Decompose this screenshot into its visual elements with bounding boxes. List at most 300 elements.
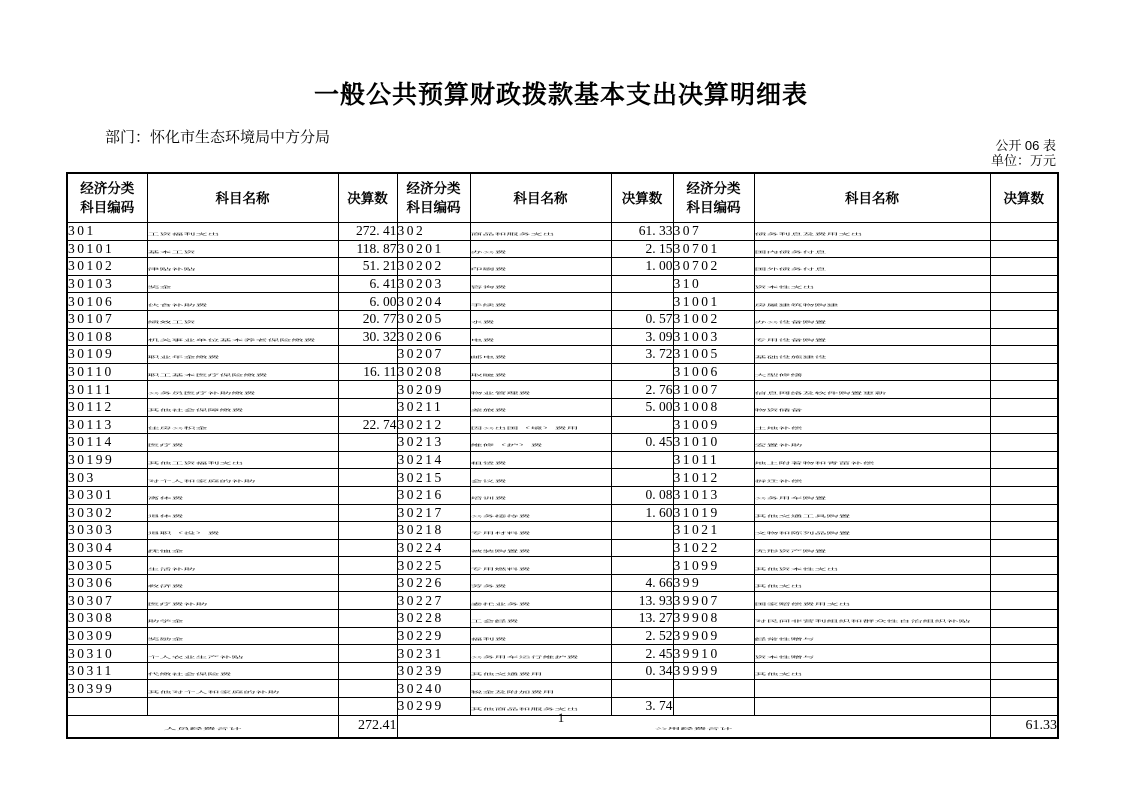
amount-cell (990, 574, 1058, 592)
amount-cell (990, 451, 1058, 469)
amount-cell (990, 258, 1058, 276)
subject-name-cell (754, 275, 990, 293)
code-cell: 30206 (397, 328, 470, 346)
subject-name-cell (470, 328, 611, 346)
total-value-personnel: 272.41 (338, 715, 397, 738)
code-cell: 31010 (673, 434, 754, 452)
amount-cell (611, 680, 673, 698)
subject-name-cell (754, 328, 990, 346)
code-cell: 30212 (397, 416, 470, 434)
amount-cell (990, 627, 1058, 645)
subject-name-cell (754, 557, 990, 575)
code-cell: 30399 (67, 680, 147, 698)
subject-name-cell (147, 293, 338, 311)
table-row (67, 469, 1058, 487)
code-cell: 30101 (67, 240, 147, 258)
subject-name-text: 大型修缮 (754, 373, 803, 377)
code-cell: 30227 (397, 592, 470, 610)
subject-name-cell (470, 416, 611, 434)
table-row (67, 328, 1058, 346)
subject-name-cell (147, 662, 338, 680)
subject-name-cell (754, 610, 990, 628)
amount-cell (338, 539, 397, 557)
subject-name-text: 个人农业生产补贴 (147, 655, 244, 659)
subject-name-cell (147, 275, 338, 293)
amount-cell: 3. 72 (611, 346, 673, 364)
code-cell: 31006 (673, 363, 754, 381)
subject-name-text: 基础设施建设 (754, 356, 827, 360)
amount-cell (338, 592, 397, 610)
table-row (67, 486, 1058, 504)
subject-name-text: 专用燃料费 (470, 567, 531, 571)
subject-name-text: 文物和陈列品购置 (754, 532, 851, 536)
subject-name-cell (147, 381, 338, 399)
subject-name-cell (147, 522, 338, 540)
subject-name-cell (754, 240, 990, 258)
subject-name-cell (147, 539, 338, 557)
subject-name-cell (147, 610, 338, 628)
code-cell: 30103 (67, 275, 147, 293)
subject-name-text: 资本性支出 (754, 285, 815, 289)
subject-name-text: 退休费 (147, 514, 184, 518)
subject-name-cell (470, 363, 611, 381)
code-cell: 39907 (673, 592, 754, 610)
subject-name-cell (470, 240, 611, 258)
table-row (67, 275, 1058, 293)
code-cell: 30109 (67, 346, 147, 364)
subject-name-text: 其他支出 (754, 584, 803, 588)
amount-cell (990, 363, 1058, 381)
subject-name-cell (754, 592, 990, 610)
amount-cell: 2. 45 (611, 645, 673, 663)
subject-name-text: 公务用车运行维护费 (470, 655, 579, 659)
subject-name-cell (470, 398, 611, 416)
header-subject-name: 科目名称 (754, 173, 990, 223)
amount-cell (990, 381, 1058, 399)
subject-name-text: 其他交通费用 (470, 672, 543, 676)
subject-name-text: 会议费 (470, 479, 507, 483)
subject-name-text: 代缴社会保险费 (147, 672, 232, 676)
subject-name-text: 其他商品和服务支出 (470, 708, 579, 712)
header-final-amount: 决算数 (611, 173, 673, 223)
subject-name-text: 地上附着物和青苗补偿 (754, 461, 875, 465)
subject-name-text: 退职（役）费 (147, 532, 220, 536)
department-label: 部门： (105, 129, 151, 146)
table-row (67, 363, 1058, 381)
subject-name-cell (470, 610, 611, 628)
subject-name-cell (470, 486, 611, 504)
code-cell: 31007 (673, 381, 754, 399)
public-table-note: 公开 06 表 (995, 138, 1056, 153)
subject-name-text: 对个人和家庭的补助 (147, 479, 256, 483)
code-cell: 302 (397, 223, 470, 241)
amount-cell: 2. 15 (611, 240, 673, 258)
subject-name-text: 职工基本医疗保险缴费 (147, 373, 268, 377)
subject-name-text: 抚恤金 (147, 549, 184, 553)
code-cell: 31019 (673, 504, 754, 522)
table-row (67, 223, 1058, 241)
table-row (67, 627, 1058, 645)
code-cell: 30209 (397, 381, 470, 399)
amount-cell (338, 434, 397, 452)
code-cell: 30301 (67, 486, 147, 504)
amount-cell (990, 645, 1058, 663)
subject-name-cell (754, 310, 990, 328)
amount-cell (990, 680, 1058, 698)
subject-name-text: 拆迁补偿 (754, 479, 803, 483)
subject-name-cell (470, 258, 611, 276)
subject-name-text: 其他交通工具购置 (754, 514, 851, 518)
code-cell: 30213 (397, 434, 470, 452)
subject-name-cell (147, 258, 338, 276)
subject-name-text: 国家赔偿费用支出 (754, 602, 851, 606)
subject-name-text: 公务用车购置 (754, 496, 827, 501)
code-cell: 30207 (397, 346, 470, 364)
subject-name-cell (754, 504, 990, 522)
subject-name-text: 公务员医疗补助缴费 (147, 391, 256, 395)
header-final-amount: 决算数 (338, 173, 397, 223)
code-cell: 30225 (397, 557, 470, 575)
subject-name-cell (754, 469, 990, 487)
code-cell: 30240 (397, 680, 470, 698)
subject-name-text: 助学金 (147, 620, 184, 624)
header-final-amount: 决算数 (990, 173, 1058, 223)
subject-name-text: 水费 (470, 321, 495, 325)
subject-name-text: 安置补助 (754, 444, 803, 448)
subject-name-cell (754, 223, 990, 241)
subject-name-cell (470, 346, 611, 364)
subject-name-text: 专用设备购置 (754, 338, 827, 342)
total-value-public: 61.33 (990, 715, 1058, 738)
amount-cell (611, 451, 673, 469)
code-cell: 31012 (673, 469, 754, 487)
code-cell: 30217 (397, 504, 470, 522)
amount-cell (338, 557, 397, 575)
code-cell: 30205 (397, 310, 470, 328)
subject-name-text: 救济费 (147, 584, 184, 588)
subject-name-text: 伙食补助费 (147, 303, 208, 307)
subject-name-cell (754, 627, 990, 645)
code-cell: 30304 (67, 539, 147, 557)
page-number: 1 (557, 710, 565, 725)
header-economic-code: 经济分类 科目编码 (673, 173, 754, 223)
subject-name-cell (470, 522, 611, 540)
amount-cell (990, 328, 1058, 346)
page-title: 一般公共预算财政拨款基本支出决算明细表 (313, 81, 808, 109)
subject-name-text: 委托业务费 (470, 602, 531, 606)
amount-cell: 3. 74 (611, 698, 673, 716)
subject-name-text: 商品和服务支出 (470, 233, 555, 237)
table-row (67, 680, 1058, 698)
amount-cell (338, 680, 397, 698)
code-cell: 31005 (673, 346, 754, 364)
subject-name-text: 国内债务付息 (754, 250, 827, 254)
subject-name-text: 债务利息及费用支出 (754, 233, 863, 237)
code-cell: 30108 (67, 328, 147, 346)
subject-name-text: 津贴补贴 (147, 268, 196, 272)
subject-name-cell (470, 381, 611, 399)
code-cell: 30216 (397, 486, 470, 504)
amount-cell (338, 627, 397, 645)
unit-note: 单位：万元 (990, 153, 1056, 168)
table-row (67, 539, 1058, 557)
code-cell: 30231 (397, 645, 470, 663)
subject-name-text: 国外债务付息 (754, 268, 827, 272)
table-row (67, 574, 1058, 592)
subject-name-text: 其他对个人和家庭的补助 (147, 690, 280, 694)
subject-name-text: 工资福利支出 (147, 233, 220, 237)
code-cell: 30112 (67, 398, 147, 416)
subject-name-cell (754, 486, 990, 504)
amount-cell: 0. 45 (611, 434, 673, 452)
subject-name-text: 住房公积金 (147, 426, 208, 430)
subject-name-cell (147, 223, 338, 241)
code-cell: 39999 (673, 662, 754, 680)
subject-name-cell (470, 557, 611, 575)
subject-name-cell (754, 258, 990, 276)
subject-name-cell (470, 574, 611, 592)
subject-name-text: 医疗费补助 (147, 602, 208, 606)
code-cell: 30229 (397, 627, 470, 645)
table-row (67, 346, 1058, 364)
subject-name-cell (470, 293, 611, 311)
code-cell: 31021 (673, 522, 754, 540)
subject-name-cell (470, 592, 611, 610)
subject-name-text: 因公出国（境）费用 (470, 426, 579, 430)
subject-name-cell (754, 293, 990, 311)
code-cell: 307 (673, 223, 754, 241)
subject-name-cell (147, 486, 338, 504)
subject-name-text: 办公设备购置 (754, 321, 827, 325)
amount-cell (990, 240, 1058, 258)
code-cell: 31008 (673, 398, 754, 416)
subject-name-text: 房屋建筑物购建 (754, 303, 839, 307)
header-economic-code: 经济分类 科目编码 (397, 173, 470, 223)
table-row (67, 258, 1058, 276)
subject-name-text: 医疗费 (147, 444, 184, 448)
amount-cell (990, 522, 1058, 540)
code-cell: 31009 (673, 416, 754, 434)
subject-name-text: 差旅费 (470, 408, 507, 413)
amount-cell: 2. 52 (611, 627, 673, 645)
subject-name-cell (147, 310, 338, 328)
total-label-public-text: 公用经费合计 (654, 727, 733, 731)
subject-name-cell (470, 434, 611, 452)
subject-name-text: 其他工资福利支出 (147, 461, 244, 465)
subject-name-text: 税金及附加费用 (470, 690, 555, 694)
code-cell: 30201 (397, 240, 470, 258)
subject-name-cell (147, 645, 338, 663)
amount-cell (338, 486, 397, 504)
amount-cell: 51. 21 (338, 258, 397, 276)
amount-cell (990, 416, 1058, 434)
subject-name-text: 资本性赠与 (754, 655, 815, 659)
subject-name-cell (147, 469, 338, 487)
header-economic-code: 经济分类 科目编码 (67, 173, 147, 223)
code-cell: 30215 (397, 469, 470, 487)
amount-cell (990, 434, 1058, 452)
subject-name-text: 其他社会保障缴费 (147, 408, 244, 413)
amount-cell: 20. 77 (338, 310, 397, 328)
department-line (105, 128, 330, 148)
code-cell: 399 (673, 574, 754, 592)
table-row (67, 310, 1058, 328)
subject-name-text: 租赁费 (470, 461, 507, 465)
table-row (67, 504, 1058, 522)
amount-cell (990, 592, 1058, 610)
amount-cell: 13. 27 (611, 610, 673, 628)
subject-name-cell (754, 381, 990, 399)
subject-name-text: 物业管理费 (470, 391, 531, 395)
code-cell: 30702 (673, 258, 754, 276)
code-cell: 30310 (67, 645, 147, 663)
code-cell (673, 680, 754, 698)
amount-cell: 272. 41 (338, 223, 397, 241)
amount-cell (990, 223, 1058, 241)
code-cell: 30306 (67, 574, 147, 592)
amount-cell: 0. 08 (611, 486, 673, 504)
table-header-row (67, 173, 1058, 223)
amount-cell: 30. 32 (338, 328, 397, 346)
amount-cell: 6. 00 (338, 293, 397, 311)
code-cell: 303 (67, 469, 147, 487)
code-cell: 30211 (397, 398, 470, 416)
amount-cell: 61. 33 (611, 223, 673, 241)
amount-cell (611, 469, 673, 487)
amount-cell (990, 504, 1058, 522)
table-row (67, 645, 1058, 663)
amount-cell (611, 363, 673, 381)
total-label-personnel-text: 人员经费合计 (163, 727, 242, 731)
subject-name-cell (754, 645, 990, 663)
code-cell: 31003 (673, 328, 754, 346)
amount-cell: 0. 57 (611, 310, 673, 328)
amount-cell (611, 416, 673, 434)
table-row (67, 451, 1058, 469)
code-cell: 31011 (673, 451, 754, 469)
amount-cell (990, 557, 1058, 575)
code-cell: 30224 (397, 539, 470, 557)
code-cell: 310 (673, 275, 754, 293)
subject-name-cell (147, 592, 338, 610)
code-cell: 30110 (67, 363, 147, 381)
subject-name-cell (147, 557, 338, 575)
table-row (67, 293, 1058, 311)
amount-cell (611, 293, 673, 311)
subject-name-cell (470, 539, 611, 557)
subject-name-text: 劳务费 (470, 584, 507, 588)
subject-name-cell (147, 680, 338, 698)
table-row (67, 592, 1058, 610)
table-row (67, 240, 1058, 258)
subject-name-cell (147, 240, 338, 258)
subject-name-cell (470, 504, 611, 522)
code-cell: 39909 (673, 627, 754, 645)
subject-name-text: 无形资产购置 (754, 549, 827, 553)
subject-name-text: 工会经费 (470, 620, 519, 624)
code-cell: 39910 (673, 645, 754, 663)
table-row (67, 522, 1058, 540)
subject-name-cell (754, 574, 990, 592)
subject-name-text: 印刷费 (470, 268, 507, 272)
code-cell: 30204 (397, 293, 470, 311)
code-cell: 30228 (397, 610, 470, 628)
subject-name-cell (470, 451, 611, 469)
amount-cell (338, 645, 397, 663)
subject-name-text: 绩效工资 (147, 321, 196, 325)
table-row (67, 662, 1058, 680)
subject-name-text: 职业年金缴费 (147, 356, 220, 360)
subject-name-cell (754, 398, 990, 416)
amount-cell (611, 275, 673, 293)
code-cell: 30214 (397, 451, 470, 469)
subject-name-cell (147, 346, 338, 364)
amount-cell (990, 610, 1058, 628)
subject-name-text: 经常性赠与 (754, 637, 815, 641)
amount-cell (990, 275, 1058, 293)
subject-name-cell (470, 275, 611, 293)
subject-name-cell (147, 328, 338, 346)
code-cell: 30311 (67, 662, 147, 680)
code-cell: 31013 (673, 486, 754, 504)
code-cell: 30239 (397, 662, 470, 680)
amount-cell: 0. 34 (611, 662, 673, 680)
amount-cell (611, 557, 673, 575)
amount-cell (990, 662, 1058, 680)
amount-cell: 2. 76 (611, 381, 673, 399)
subject-name-text: 公务接待费 (470, 514, 531, 518)
amount-cell (990, 398, 1058, 416)
subject-name-text: 土地补偿 (754, 426, 803, 430)
subject-name-cell (470, 223, 611, 241)
code-cell: 31002 (673, 310, 754, 328)
amount-cell (338, 398, 397, 416)
subject-name-text: 物资储备 (754, 408, 803, 413)
subject-name-text: 奖励金 (147, 637, 184, 641)
table-row (67, 416, 1058, 434)
table-row (67, 381, 1058, 399)
amount-cell (338, 451, 397, 469)
subject-name-cell (470, 645, 611, 663)
code-cell: 30113 (67, 416, 147, 434)
subject-name-text: 咨询费 (470, 285, 507, 289)
table-row (67, 398, 1058, 416)
amount-cell (338, 610, 397, 628)
code-cell: 30226 (397, 574, 470, 592)
subject-name-text: 邮电费 (470, 356, 507, 360)
subject-name-text: 培训费 (470, 496, 507, 501)
subject-name-cell (470, 469, 611, 487)
amount-cell (338, 469, 397, 487)
code-cell: 30307 (67, 592, 147, 610)
table-row (67, 610, 1058, 628)
code-cell: 30107 (67, 310, 147, 328)
table-row (67, 557, 1058, 575)
subject-name-cell (470, 680, 611, 698)
amount-cell: 118. 87 (338, 240, 397, 258)
amount-cell (338, 381, 397, 399)
subject-name-cell (754, 680, 990, 698)
code-cell: 30208 (397, 363, 470, 381)
amount-cell (990, 486, 1058, 504)
amount-cell: 22. 74 (338, 416, 397, 434)
budget-detail-table (66, 172, 1059, 739)
subject-name-text: 办公费 (470, 250, 507, 254)
subject-name-text: 取暖费 (470, 373, 507, 377)
code-cell: 30199 (67, 451, 147, 469)
subject-name-cell (147, 363, 338, 381)
subject-name-cell (147, 627, 338, 645)
